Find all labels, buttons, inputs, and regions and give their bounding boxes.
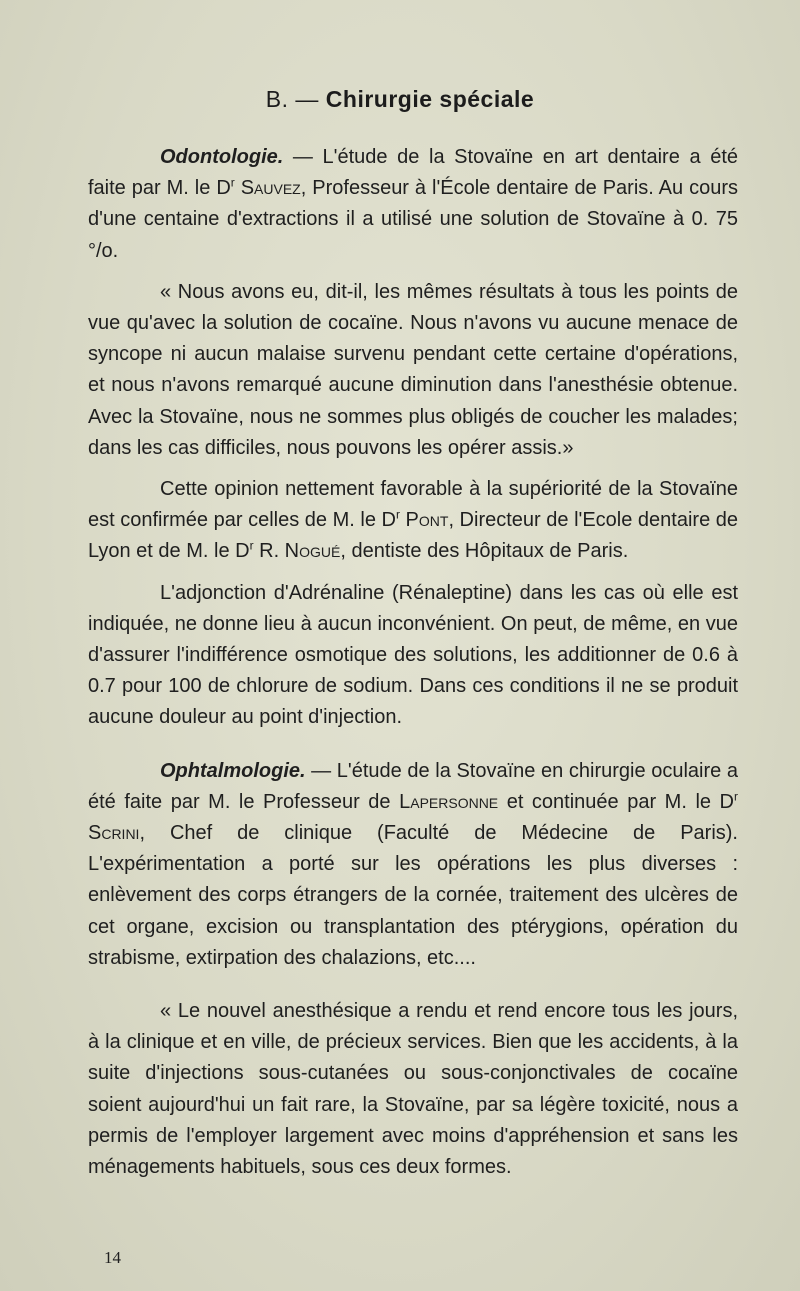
superscript: r (734, 789, 739, 804)
paragraph-odontologie-intro (88, 142, 738, 267)
person-name: Sauvez (234, 177, 301, 200)
paragraph-adrenaline: L'adjonction d'Adrénaline (Rénaleptine) dans les cas où elle est indiquée, ne donne lieu à aucun inconvénient. On peut, de même, en vue d'assurer l'indifférence osmotique des solutions, les additionner de 0.6 à 0.7 pour 100 de chlorure de sodium. Dans ces conditions il ne se produit aucune douleur au point d'injection. (88, 581, 738, 729)
person-name: Scrini (88, 822, 140, 845)
superscript: r (395, 507, 400, 522)
paragraph-ophtalmologie-intro (88, 756, 738, 974)
text-run: Cette opinion nettement favorable à la supériorité de la Stovaïne est confirmée par celles de M. le D (88, 478, 738, 532)
section-letter: B. — (265, 86, 326, 112)
keyword-ophtalmologie: Ophtalmologie. (160, 759, 306, 782)
page-number: 14 (104, 1248, 121, 1267)
keyword-odontologie: Odontologie. (160, 146, 284, 168)
person-name: Lapersonne (399, 790, 499, 813)
superscript: r (249, 538, 254, 553)
text-run: , dentiste des Hôpitaux de Paris. (340, 540, 629, 563)
paragraph-odontologie-quote: « Nous avons eu, dit-il, les mêmes résultats à tous les points de vue qu'avec la solution de cocaïne. Nous n'avons vu aucune menace de syncope ni aucun malaise survenu pendant cette certaine d'opérations, et nous n'avons remarqué aucune diminution dans l'anesthésie obtenue. Avec la Stovaïne, nous ne sommes plus obligés de coucher les malades; dans les cas difficiles, nous pouvons les opérer assis.» (88, 280, 738, 459)
text-run: , Chef de clinique (Faculté de Médecine de Paris). L'expérimentation a porté sur les opérations les plus diverses : enlèvement des corps étrangers de la cornée, traitement des ulcères de cet organe, excision ou transplantation des ptérygions, opération du strabisme, extirpation des chalazions, etc.... (88, 822, 738, 969)
text-run: — L'étude de la Stovaïne en chirurgie oculaire a été faite par M. le Professeur de (88, 759, 738, 813)
text-run: et continuée par M. le D (498, 790, 735, 813)
person-name: Pont (399, 509, 449, 532)
body-text (88, 142, 738, 1193)
section-title: Chirurgie spéciale (325, 86, 535, 112)
text-run: — L'étude de la Stovaïne en art dentaire a été faite par M. le D (88, 146, 738, 200)
paragraph-ophtalmologie-quote: « Le nouvel anesthésique a rendu et rend encore tous les jours, à la clinique et en ville, de précieux services. Bien que les accidents, à la suite d'injections sous-cutanées ou sous-conjonctivales de cocaïne soient aujourd'hui un fait rare, la Stovaïne, par sa légère toxicité, nous a permis de l'employer largement avec moins d'appréhension et sans les ménagements habituels, sous ces deux formes. (88, 1000, 738, 1179)
paragraph-odontologie-opinion (88, 474, 738, 568)
section-heading (0, 86, 800, 113)
text-run: , Professeur à l'École dentaire de Paris. Au cours d'une centaine d'extractions il a utilisé une solution de Stovaïne à 0. 75 °/o. (88, 177, 738, 262)
person-name: R. Nogué (253, 540, 341, 563)
superscript: r (230, 175, 235, 190)
text-run: , Directeur de l'Ecole dentaire de Lyon et de M. le D (88, 509, 739, 563)
